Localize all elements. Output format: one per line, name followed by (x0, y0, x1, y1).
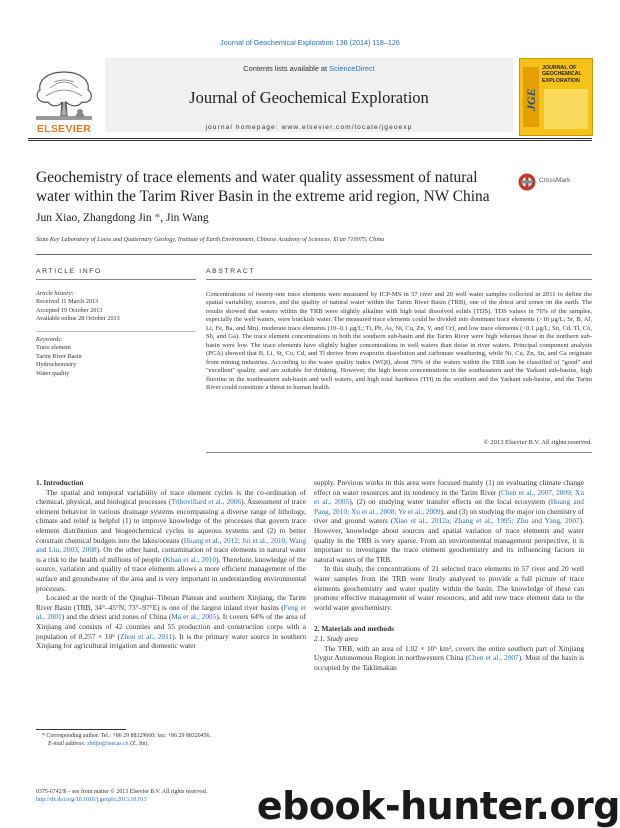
journal-cover-image (519, 58, 593, 136)
text: ). It covers 64% of the area of Xinjiang and consists of 42 counties and 55 production and construction corps with a population of 8.257 × 10⁶ ( (36, 612, 306, 641)
citation-link[interactable]: Khan et al., 2010 (165, 554, 217, 564)
paragraph (36, 593, 306, 651)
crossmark-icon (518, 173, 536, 191)
text: ) and the driest arid zones of China ( (61, 612, 172, 622)
citation-link[interactable]: Xiao et al., 2012a; Zhang et al., 1995; Zhu and Yang, 2007 (393, 516, 580, 526)
contents-line (105, 64, 513, 73)
divider (36, 331, 196, 332)
header-rule (28, 140, 592, 141)
abstract-heading: ABSTRACT (206, 268, 256, 275)
citation-link[interactable]: Huang et al., 2012; Jin et al., 2010; Wang and Liu, 2003, 2008 (36, 535, 307, 555)
keyword: Trace element (36, 344, 71, 352)
affiliation: State Key Laboratory of Loess and Quaternary Geology, Institute of Earth Environment, Chinese Academy of Sciences, Xi'an 710075, China (36, 236, 385, 243)
subsection-heading: 2.1. Study area (314, 633, 358, 643)
text: ). However, knowledge about sources and spatial variation of trace elements and water quality in the TRB is very sparse. From an environmental management perspective, it is important to investigate the trace element geochemistry and its influencing factors in natural waters of the TRB. (314, 516, 584, 564)
citation-link[interactable]: Chen et al., 2007, 2009; Xu et al., 2005 (314, 487, 584, 507)
email-link[interactable]: zhdjin@ieecas.cn (87, 741, 129, 747)
cover-title-line: JOURNAL OF (542, 65, 577, 71)
crossmark-badge[interactable] (518, 173, 588, 191)
history-online: Available online 28 October 2013 (36, 315, 120, 323)
citation-link[interactable]: Feng et al., 2001 (36, 602, 306, 622)
history-accepted: Accepted 19 October 2013 (36, 306, 103, 314)
cover-abbrev: JGE (524, 88, 538, 111)
keyword: Tarim River Basin (36, 352, 82, 360)
header-rule (28, 138, 592, 139)
citation-link[interactable]: Chen et al., 2007 (468, 653, 519, 663)
contents-prefix: Contents lists available at (243, 64, 330, 73)
paragraph (314, 478, 584, 564)
sciencedirect-link[interactable]: ScienceDirect (329, 64, 375, 73)
text: Located at the north of the Qinghai–Tibetan Plateau and southern Xinjiang, the Tarim River Basin (TRB, 34°–45°N, 73°–97°E) is one of the largest inland river basins ( (36, 593, 306, 612)
history-received: Received 11 March 2013 (36, 298, 99, 306)
citation-link[interactable]: Huang and Pang, 2010; Xu et al., 2008; Ye et al., 2009 (314, 497, 584, 516)
elsevier-wordmark: ELSEVIER (36, 123, 92, 135)
article-title: Geochemistry of trace elements and water quality assessment of natural water within the Tarim River Basin in the extreme arid region, NW China (36, 169, 490, 205)
keywords (36, 336, 196, 378)
article-history (36, 290, 196, 324)
paragraph (314, 644, 584, 673)
cover-title (542, 65, 582, 84)
abstract-copyright: © 2013 Elsevier B.V. All rights reserved. (483, 439, 592, 446)
footnote (36, 732, 306, 748)
text: The spatial and temporal variability of trace element cycles is the co-ordination of chemical, physical, and biological processes ( (36, 487, 306, 507)
text: ). Most of the basin is occupied by the Taklimakan (314, 653, 584, 672)
email-label: E-mail address: (48, 741, 88, 747)
divider (206, 452, 592, 453)
keyword: Water quality (36, 369, 70, 377)
authors-text: , Jin Wang (160, 212, 209, 224)
corresponding-note: * Corresponding author. Tel.: +86 29 88329660; fax: +86 29 88320456. (42, 733, 211, 739)
citation-link[interactable]: Tribovillard et al., 2006 (171, 497, 242, 507)
keywords-label: Keywords: (36, 336, 63, 343)
authors-text: Jun Xiao, Zhangdong Jin (36, 212, 155, 224)
article-info-heading: ARTICLE INFO (36, 268, 102, 275)
journal-reference[interactable]: Journal of Geochemical Exploration 136 (2014) 118–126 (220, 38, 400, 47)
section-heading: 1. Introduction (36, 478, 84, 487)
corresponding-author-marker[interactable]: * (154, 212, 161, 224)
footnote-rule (36, 729, 126, 730)
history-label: Article history: (36, 290, 74, 297)
divider (36, 279, 196, 280)
paragraph: In this study, the concentrations of 21 selected trace elements in 57 river and 20 well water samples from the TRB were firstly analyzed to provide a full picture of trace elements geochemistry and water quality within the basin. The knowledge of these can promote effective management of water resources, and add new trace element data to the world water geochemistry. (314, 564, 584, 612)
text: ). Therefore, knowledge of the source, variation and quality of trace elements allows a more efficient management of the surface and groundwater of the area and is very important in understanding environmental processes. (36, 554, 307, 593)
issn-line: 0375-6742/$ – see front matter © 2013 Elsevier B.V. All rights reserved. (36, 789, 208, 795)
text: The TRB, with an area of 1.02 × 10⁶ km², covers the entire southern part of Xinjiang Uygur Autonomous Region in northwestern China ( (314, 643, 584, 663)
citation-link[interactable]: Zhou et al., 2011 (119, 631, 173, 641)
divider (206, 279, 592, 280)
text: ), (2) on studying water transfer effects on the local ecosystem ( (349, 497, 551, 507)
text: supply. Previous works in this area were focused mainly (1) on evaluating climate change effect on water resources and its tendency in the Tarim River ( (314, 478, 584, 497)
text: ), and (3) on studying the major ion chemistry of river and ground waters ( (314, 506, 584, 526)
journal-homepage[interactable]: journal homepage: www.elsevier.com/locate/jgeoexp (205, 124, 413, 131)
watermark: ebook-hunter.org (256, 784, 620, 828)
paragraph (36, 488, 306, 594)
journal-title: Journal of Geochemical Exploration (189, 88, 429, 107)
author-list (36, 212, 536, 224)
body-right-column (314, 478, 584, 672)
keyword: Hydrochemistry (36, 361, 77, 369)
doi-link[interactable]: http://dx.doi.org/10.1016/j.gexplo.2013.10.013 (36, 797, 147, 804)
body-left-column (36, 478, 306, 651)
email-note (36, 740, 306, 748)
cover-title-line: GEOCHEMICAL (542, 71, 582, 78)
citation-link[interactable]: Ma et al., 2005 (171, 612, 217, 622)
email-suffix: (Z. Jin). (128, 741, 149, 747)
crossmark-label: CrossMark (539, 177, 571, 184)
section-heading: 2. Materials and methods (314, 624, 395, 634)
text: ). On the other hand, contamination of trace elements in natural water is a risk to the health of millions of people ( (36, 545, 306, 564)
divider (36, 254, 592, 255)
cover-graphic (544, 89, 588, 129)
text: ). It is the primary water source in southern Xinjiang for agricultural irrigation and domestic water (36, 631, 306, 651)
cover-title-line: EXPLORATION (542, 77, 580, 84)
abstract-text: Concentrations of twenty-one trace elements were measured by ICP-MS in 57 river and 20 well water samples collected in 2011 to define the spatial variability, sources, and the quality of natural water within the Tarim River Basin (TRB), one of the driest arid zones on the earth. The results showed that waters within the TRB were slightly alkaline with high total dissolved solids (TDS). TDS values in 76% of the samples, especially the well waters, were brackish water. The measured trace elements could be divided into dominant trace elements (>10 μg/L; Sr, B, Al, Li, Fe, Ba, and Mn), moderate trace elements (10–0.1 μg/L; Ti, Pb, As, Ni, Cu, Zn, V, and Cr), and low trace elements (<0.1 μg/L; Sn, Cd, Tl, Co, Sb, and Ga). The trace element concentrations in both the southern sub-basin and the Tarim River were high whereas those in the northern sub-basin were low. The trace elements have slightly higher concentrations in well waters than those in river waters. Principal component analysis (PCA) showed that B, Li, Sr, Co, Cd, and Tl derive from evaporite dissolution and carbonate weathering, while Ni, Cu, Zn, Sn, and Ga originate from mining industries. According to the water quality index (WQI), about 79% of the waters within the TRB can be classified of "good" and "excellent" quality, and are suitable for drinking. However, the high boron concentrations in the southeastern and the Yarkant sub-basins, high fluorine in the southeastern sub-basin and well waters, and high total hardness (TH) in the southern and the Yarkant sub-basins, and the Tarim River could constitute a threat to human health. (206, 291, 592, 391)
text: ). Assessment of trace element behavior in various drainage systems encompassing a diverse range of lithology, climate and relief is helpful (1) to improve knowledge of the processes that govern trace element distribution and biogeochemical cycles in aqueous systems and (2) to better constrain chemical budgets into the lakes/oceans ( (36, 497, 306, 545)
